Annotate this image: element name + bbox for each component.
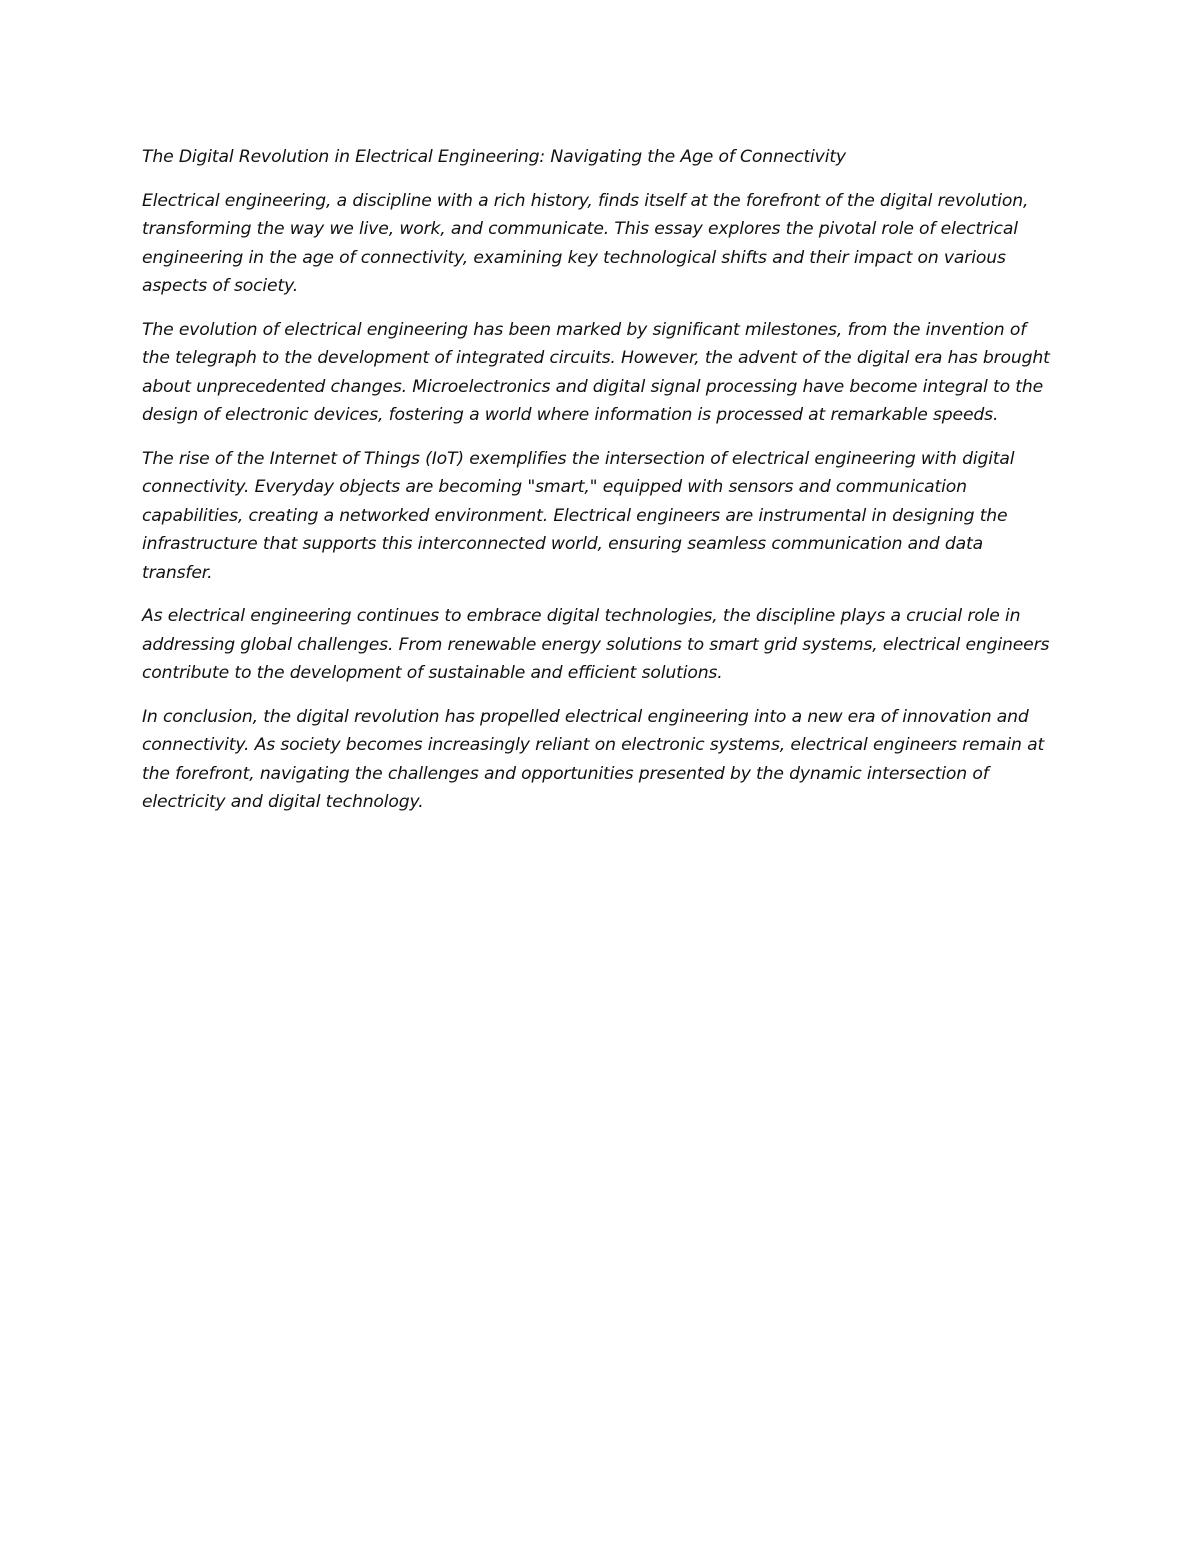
document-body bbox=[142, 143, 1058, 832]
paragraph-conclusion: In conclusion, the digital revolution has propelled electrical engineering into a new era of innovation and connectivity. As society becomes increasingly reliant on electronic systems, electrical engineers remain at the forefront, navigating the challenges and opportunities presented by the dynamic intersection of electricity and digital technology. bbox=[142, 706, 1045, 812]
paragraph-evolution: The evolution of electrical engineering has been marked by significant milestones, from the invention of the telegraph to the development of integrated circuits. However, the advent of the digital era has brought about unprecedented changes. Microelectronics and digital signal processing have become integral to the design of electronic devices, fostering a world where information is processed at remarkable speeds. bbox=[142, 319, 1050, 425]
paragraph-intro: Electrical engineering, a discipline with a rich history, finds itself at the forefront of the digital revolution, transforming the way we live, work, and communicate. This essay explores the pivotal role of electrical engineering in the age of connectivity, examining key technological shifts and their impact on various aspects of society. bbox=[142, 190, 1029, 296]
paragraph-global-challenges: As electrical engineering continues to embrace digital technologies, the discipline plays a crucial role in addressing global challenges. From renewable energy solutions to smart grid systems, electrical engineers contribute to the development of sustainable and efficient solutions. bbox=[142, 606, 1050, 683]
paragraph-iot: The rise of the Internet of Things (IoT) exemplifies the intersection of electrical engineering with digital connectivity. Everyday objects are becoming "smart," equipped with sensors and communication capabilities, creating a networked environment. Electrical engineers are instrumental in designing the infrastructure that supports this interconnected world, ensuring seamless communication and data transfer. bbox=[142, 448, 1015, 583]
document-title: The Digital Revolution in Electrical Engineering: Navigating the Age of Connectivity bbox=[142, 147, 846, 167]
